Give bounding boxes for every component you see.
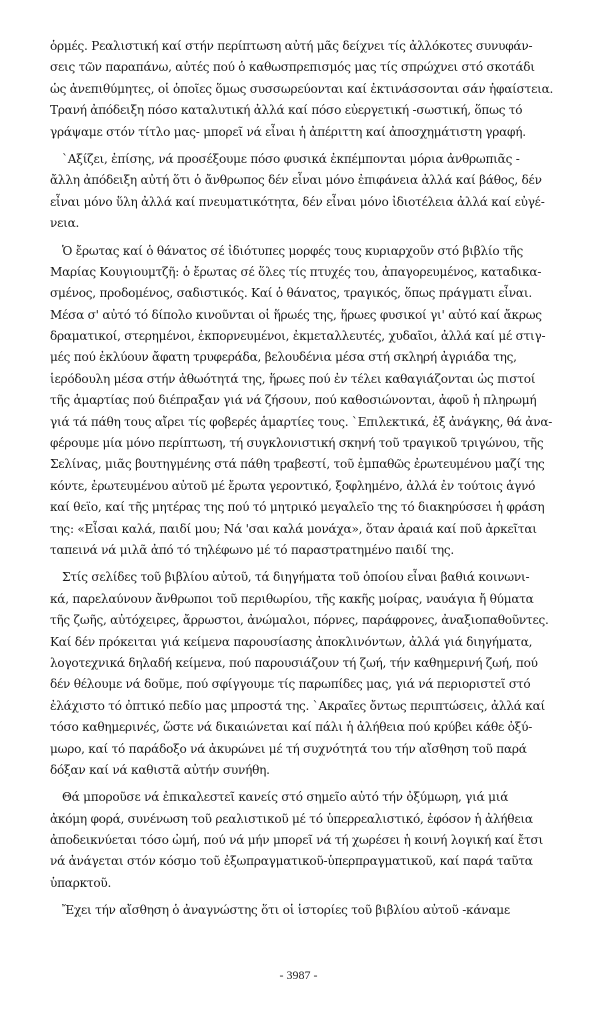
text-line: δραματικοί, στερημένοι, ἐκπορνευμένοι, ἐκμεταλλευτές, χυδαῖοι, ἀλλά καί μέ στιγ- <box>50 329 546 344</box>
text-line: νεια. <box>50 216 80 231</box>
text-line: ἀκόμη φορά, συνένωση τοῦ ρεαλιστικοῦ μέ τό ὑπερρεαλιστικό, ἐφόσον ἡ ἀλήθεια <box>50 811 533 826</box>
text-line: Μέσα σ' αὐτό τό δίπολο κινοῦνται οἱ ἥρωές της, ἥρωες φυσικοί γι' αὐτό καί ἄκρως <box>50 307 542 322</box>
text-line: κόντε, ἐρωτευμένου αὐτοῦ μέ ἔρωτα γεροντικό, ξοφλημένο, ἀλλά ἐν τούτοις ἁγνό <box>50 478 536 493</box>
text-line: Τρανή ἀπόδειξη πόσο καταλυτική ἀλλά καί πόσο εὐεργετική -σωστική, ὅπως τό <box>50 103 523 118</box>
text-line: κά, παρελαύνουν ἄνθρωποι τοῦ περιθωρίου, τῆς κακῆς μοίρας, ναυάγια ἤ θύματα <box>50 591 534 606</box>
text-line: σεις τῶν παραπάνω, αὐτές πού ὁ καθωσπρεπισμός μας τίς σπρώχνει στό σκοτάδι <box>50 60 535 75</box>
text-line: Στίς σελίδες τοῦ βιβλίου αὐτοῦ, τά διηγήματα τοῦ ὁποίου εἶναι βαθιά κοινωνι- <box>62 570 530 585</box>
paragraph <box>50 241 558 562</box>
text-line: τόσο καθημερινές, ὥστε νά δικαιώνεται καί πάλι ἡ ἀλήθεια πού κρύβει κάθε ὀξύ- <box>50 720 533 735</box>
text-line: νά ἀνάγεται στόν κόσμο τοῦ ἐξωπραγματικοῦ-ὑπερπραγματικοῦ, καί παρά ταῦτα <box>50 854 533 869</box>
paragraph <box>50 787 558 894</box>
text-line: μωρο, καί τό παράδοξο νά ἀκυρώνει μέ τή συχνότητά του τήν αἴσθηση τοῦ παρά <box>50 741 527 756</box>
document-body <box>50 36 558 928</box>
paragraph <box>50 900 558 921</box>
text-line: γιά τά πάθη τους αἴρει τίς φοβερές ἁμαρτίες τους. `Επιλεκτικά, ἐξ ἀνάγκης, θά ἀνα- <box>50 414 553 429</box>
paragraph <box>50 567 558 781</box>
text-line: Σελίνας, μιᾶς βουτηγμένης στά πάθη τραβεστί, τοῦ ἐμπαθῶς ἐρωτευμένου μαζί της <box>50 457 545 472</box>
text-line: Ἔχει τήν αἴσθηση ὁ ἀναγνώστης ὅτι οἱ ἱστορίες τοῦ βιβλίου αὐτοῦ -κάναμε <box>62 903 510 918</box>
text-line: εἶναι μόνο ὕλη ἀλλά καί πνευματικότητα, δέν εἶναι μόνο ἰδιοτέλεια ἀλλά καί εὐγέ- <box>50 194 545 209</box>
text-line: φέρουμε μία μόνο περίπτωση, τή συγκλονιστική σκηνή τοῦ τραγικοῦ τριγώνου, τῆς <box>50 436 544 451</box>
paragraph <box>50 149 558 235</box>
text-line: λογοτεχνικά δηλαδή κείμενα, πού παρουσιάζουν τή ζωή, τήν καθημερινή ζωή, πού <box>50 655 538 670</box>
text-line: μές πού ἐκλύουν ἄφατη τρυφεράδα, βελουδένια μέσα στή σκληρή ἀγριάδα της, <box>50 350 517 365</box>
text-line: ὡς ἀνεπιθύμητες, οἱ ὁποῖες ὅμως συσσωρεύονται καί ἐκτινάσσονται σάν ἡφαίστεια. <box>50 81 554 96</box>
text-line: σμένος, προδομένος, σαδιστικός. Καί ὁ θάνατος, τραγικός, ὅπως πράγματι εἶναι. <box>50 286 532 301</box>
text-line: δόξαν καί νά καθιστᾶ αὐτήν συνήθη. <box>50 762 270 777</box>
text-line: ἐλάχιστο τό ὀπτικό πεδίο μας μπροστά της. `Ακραῖες ὄντως περιπτώσεις, ἀλλά καί <box>50 698 545 713</box>
text-line: ὁρμές. Ρεαλιστική καί στήν περίπτωση αὐτή μᾶς δείχνει τίς ἀλλόκοτες συνυφάν- <box>50 39 533 53</box>
text-line: ὑπαρκτοῦ. <box>50 875 112 890</box>
text-line: Ὁ ἔρωτας καί ὁ θάνατος σέ ἰδιότυπες μορφές τους κυριαρχοῦν στό βιβλίο τῆς <box>62 243 523 258</box>
text-line: δέν θέλουμε νά δοῦμε, πού σφίγγουμε τίς παρωπίδες μας, γιά νά περιοριστεῖ στό <box>50 677 531 692</box>
paragraph <box>50 36 558 143</box>
text-line: Καί δέν πρόκειται γιά κείμενα παρουσίασης ἀποκλινόντων, ἀλλά γιά διηγήματα, <box>50 634 533 649</box>
text-line: Θά μποροῦσε νά ἐπικαλεστεῖ κανείς στό σημεῖο αὐτό τήν ὀξύμωρη, γιά μιά <box>62 790 509 805</box>
text-line: τῆς ἁμαρτίας πού διέπραξαν γιά νά ζήσουν, πού καθοσιώνονται, ἀφοῦ ἡ πληρωμή <box>50 393 537 408</box>
text-line: τῆς ζωῆς, αὐτόχειρες, ἄρρωστοι, ἀνώμαλοι, πόρνες, παράφρονες, ἀναξιοπαθοῦντες. <box>50 613 549 628</box>
text-line: ἄλλη ἀπόδειξη αὐτή ὅτι ὁ ἄνθρωπος δέν εἶναι μόνο ἐπιφάνεια ἀλλά καί βάθος, δέν <box>50 173 542 188</box>
text-line: καί θεϊο, καί τῆς μητέρας της πού τό μητρικό μεγαλεῖο της τό διακηρύσσει ἡ φράση <box>50 500 545 515</box>
text-line: Μαρίας Κουγιουμτζῆ: ὁ ἔρωτας σέ ὅλες τίς πτυχές του, ἀπαγορευμένος, καταδικα- <box>50 264 542 279</box>
text-line: ἱερόδουλη μέσα στήν ἀθωότητά της, ἥρωες πού ἐν τέλει καθαγιάζονται ὡς πιστοί <box>50 371 536 386</box>
text-line: της: «Εἶσαι καλά, παιδί μου; Νά 'σαι καλά μονάχα», ὅταν ἀραιά καί ποῦ ἀρκεῖται <box>50 521 537 536</box>
text-line: γράψαμε στόν τίτλο μας- μπορεῖ νά εἶναι ἡ ἀπέριττη καί ἀποσχημάτιστη γραφή. <box>50 124 526 139</box>
text-line: `Αξίζει, ἐπίσης, νά προσέξουμε πόσο φυσικά ἐκπέμπονται μόρια ἀνθρωπιᾶς - <box>62 151 520 166</box>
text-line: ταπεινά νά μιλᾶ ἀπό τό τηλέφωνο μέ τό παραστρατημένο παιδί της. <box>50 542 455 557</box>
text-line: ἀποδεικνύεται τόσο ὠμή, πού νά μήν μπορεῖ νά τή χωρέσει ἡ κοινή λογική καί ἔτσι <box>50 833 544 848</box>
page-number: - 3987 - <box>279 968 318 982</box>
